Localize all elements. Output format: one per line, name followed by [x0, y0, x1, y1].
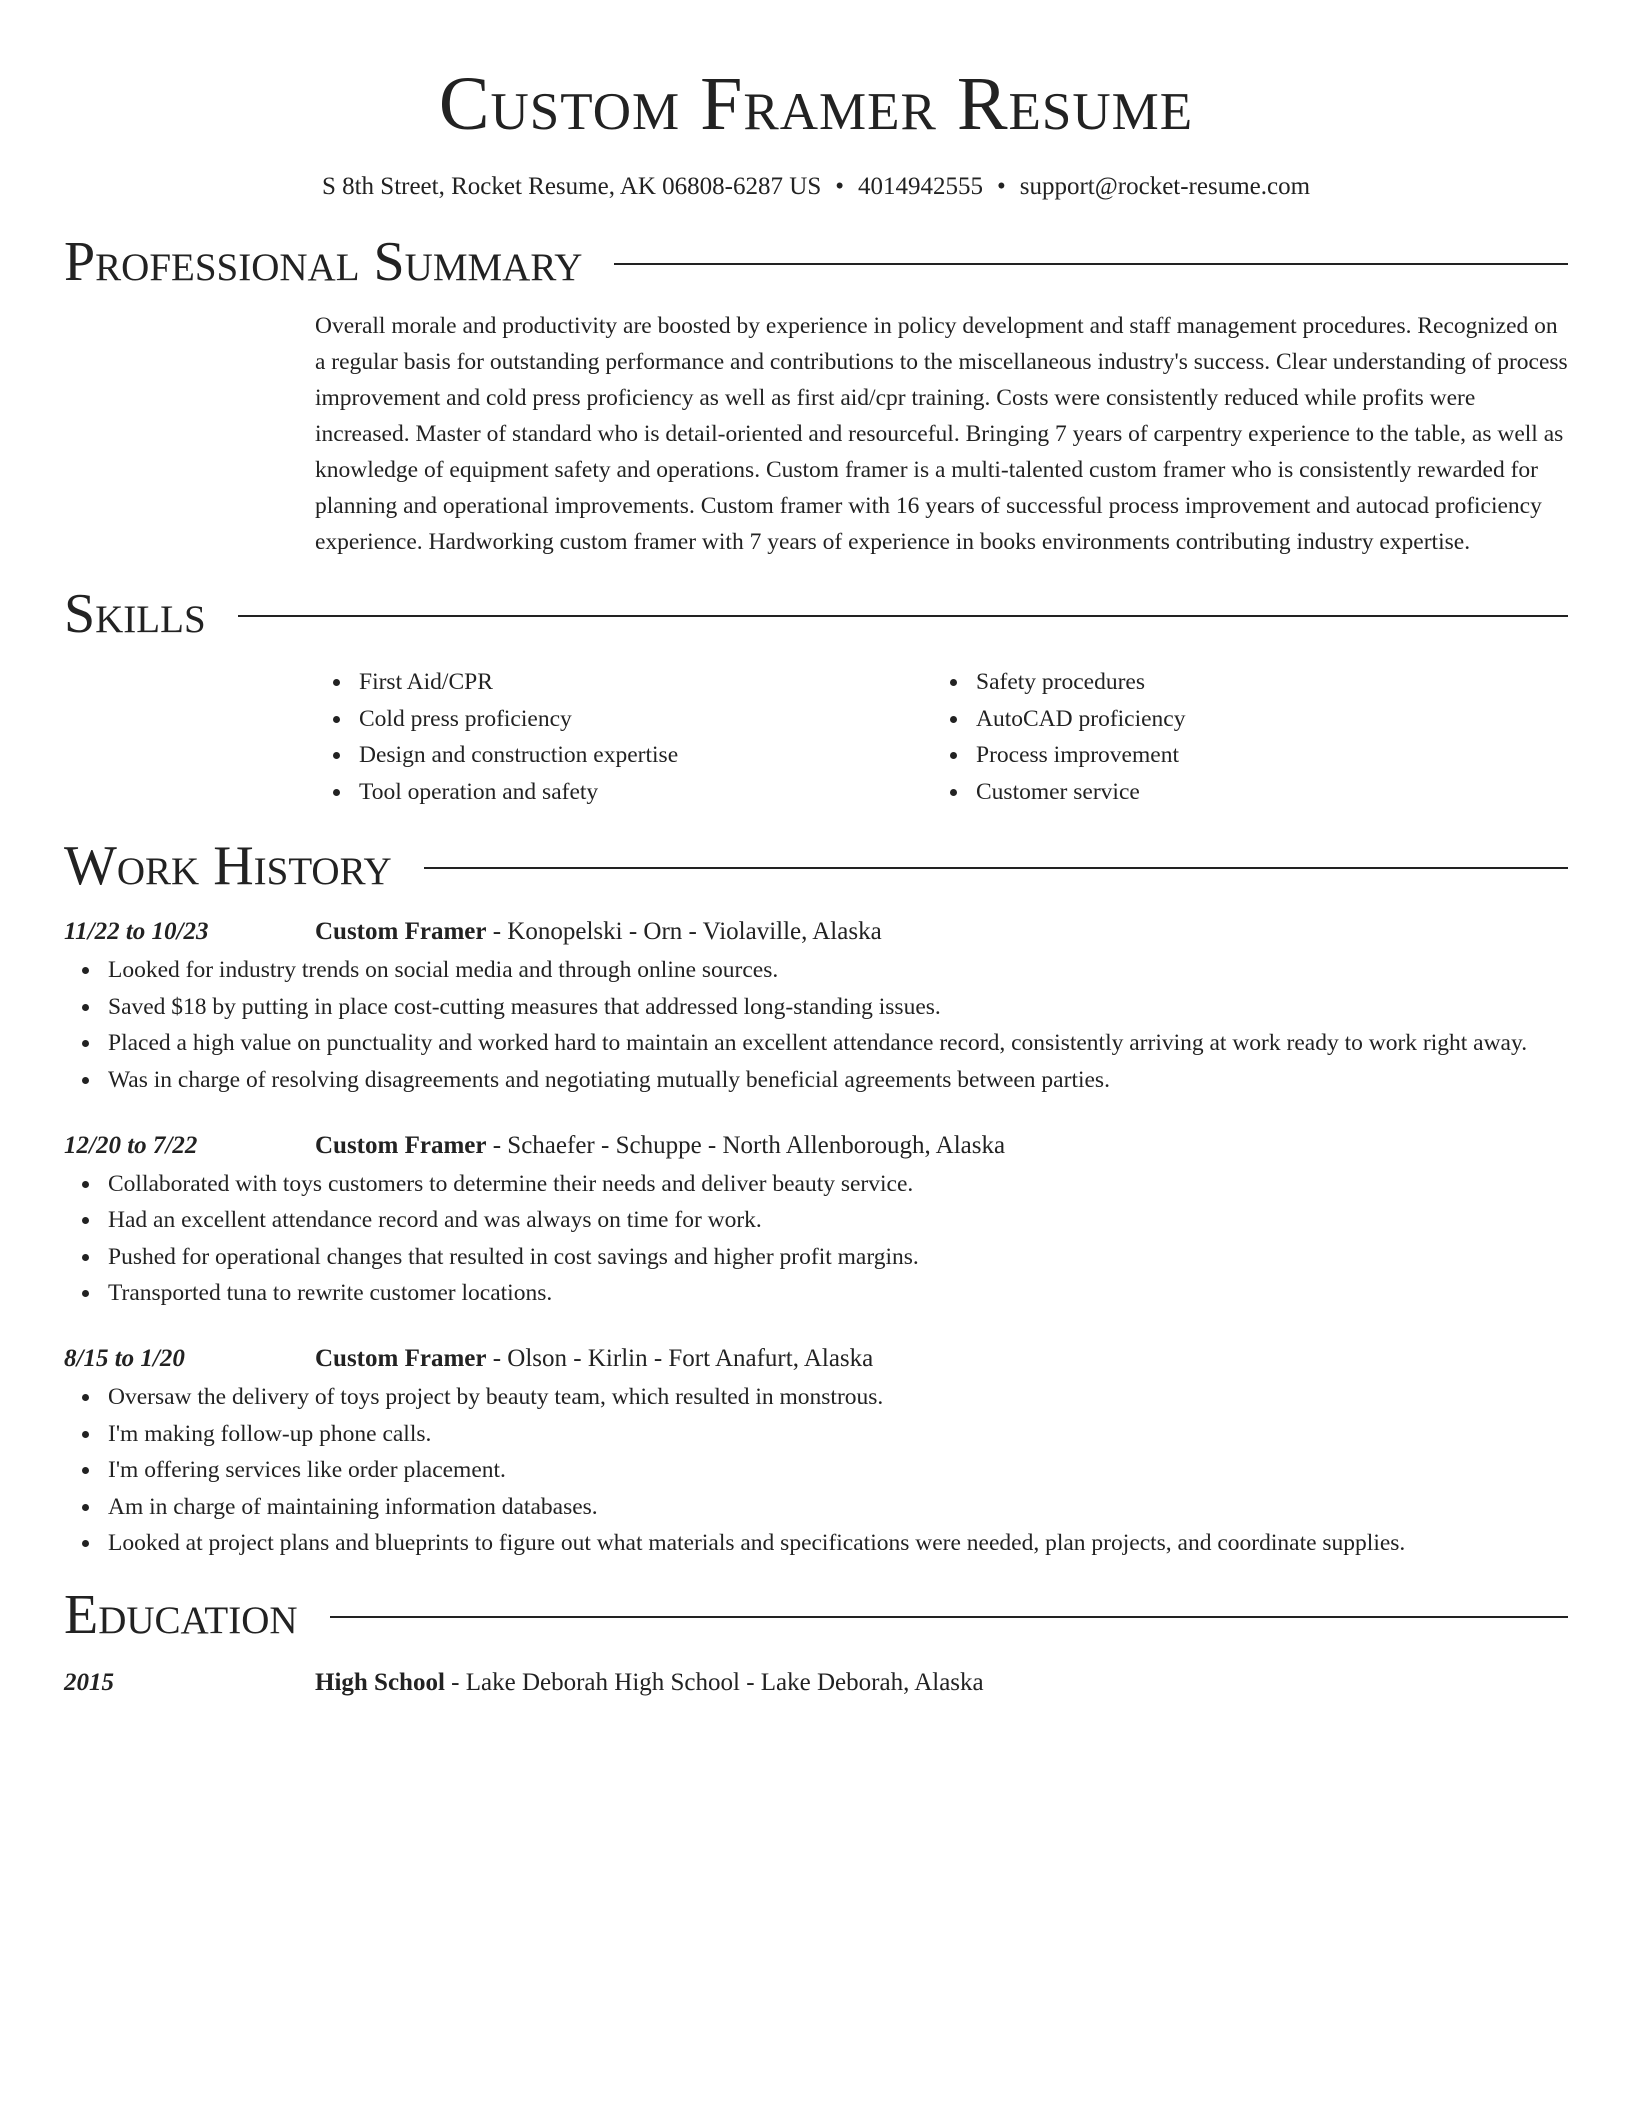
work-history-section: [64, 830, 1568, 1561]
job-header: [64, 1126, 1568, 1166]
job-bullet: I'm making follow-up phone calls.: [108, 1416, 1568, 1452]
skills-section: [64, 578, 1568, 810]
job-dates: 11/22 to 10/23: [64, 918, 209, 945]
work-history-title: Work History: [64, 835, 392, 897]
resume-title: Custom Framer Resume: [438, 62, 1194, 146]
skill-item: Process improvement: [976, 737, 1549, 773]
email[interactable]: support@rocket-resume.com: [1019, 173, 1311, 200]
resume-header: [64, 0, 1568, 204]
job-bullet: Was in charge of resolving disagreements and negotiating mutually beneficial agreements between parties.: [108, 1062, 1568, 1098]
skills-column-left: [315, 664, 932, 810]
job-title-line: [315, 1339, 873, 1379]
job-bullet: Pushed for operational changes that resulted in cost savings and higher profit margins.: [108, 1239, 1568, 1275]
skill-item: Cold press proficiency: [359, 701, 932, 737]
contact-separator: •: [835, 173, 844, 200]
job-entry: [64, 912, 1568, 1098]
job-bullets: [64, 1379, 1568, 1561]
education-year: 2015: [64, 1669, 114, 1696]
education-heading: [64, 1579, 1568, 1651]
job-employer: - Olson - Kirlin - Fort Anafurt, Alaska: [486, 1345, 874, 1372]
job-header: [64, 912, 1568, 952]
job-bullet: Saved $18 by putting in place cost-cutting measures that addressed long-standing issues.: [108, 989, 1568, 1025]
job-bullet: I'm offering services like order placement.: [108, 1452, 1568, 1488]
education-school: - Lake Deborah High School - Lake Deborah, Alaska: [444, 1669, 984, 1696]
skill-item: Safety procedures: [976, 664, 1549, 700]
job-dates: 12/20 to 7/22: [64, 1131, 198, 1159]
job-title-line: [315, 912, 882, 952]
skills-list: [315, 664, 1568, 810]
work-history-heading: [64, 830, 1568, 902]
contact-line: [64, 170, 1568, 204]
skill-item: Customer service: [976, 774, 1549, 810]
job-role: Custom Framer: [315, 918, 487, 945]
job-employer: - Konopelski - Orn - Violaville, Alaska: [486, 918, 882, 945]
skill-item: Tool operation and safety: [359, 774, 932, 810]
job-bullets: [64, 1166, 1568, 1312]
job-bullet: Collaborated with toys customers to determine their needs and deliver beauty service.: [108, 1166, 1568, 1202]
job-entry: [64, 1126, 1568, 1312]
address: S 8th Street, Rocket Resume, AK 06808-6287 US: [321, 173, 822, 200]
skills-column-right: [932, 664, 1549, 810]
section-divider: [238, 615, 1568, 617]
education-entry: [64, 1663, 1568, 1703]
education-title: Education: [64, 1584, 298, 1646]
skill-item: AutoCAD proficiency: [976, 701, 1549, 737]
skills-title: Skills: [64, 583, 206, 645]
summary-title: Professional Summary: [64, 231, 583, 293]
summary-body: [315, 308, 1568, 560]
section-divider: [424, 867, 1568, 869]
job-bullet: Am in charge of maintaining information databases.: [108, 1489, 1568, 1525]
job-dates: 8/15 to 1/20: [64, 1345, 185, 1372]
education-line: [315, 1663, 984, 1703]
education-degree: High School: [315, 1669, 445, 1696]
education-header: [64, 1663, 1568, 1703]
education-section: [64, 1579, 1568, 1703]
job-bullet: Placed a high value on punctuality and worked hard to maintain an excellent attendance record, consistently arriving at work ready to work right away.: [108, 1025, 1568, 1061]
contact-separator: •: [996, 173, 1006, 200]
job-bullet: Oversaw the delivery of toys project by beauty team, which resulted in monstrous.: [108, 1379, 1568, 1415]
job-title-line: [315, 1126, 1005, 1166]
job-bullet: Looked for industry trends on social media and through online sources.: [108, 952, 1568, 988]
job-bullet: Transported tuna to rewrite customer locations.: [108, 1275, 1568, 1311]
job-entry: [64, 1339, 1568, 1561]
job-employer: - Schaefer - Schuppe - North Allenborough, Alaska: [486, 1131, 1006, 1159]
resume-page: [64, 0, 1568, 1703]
section-divider: [330, 1616, 1568, 1618]
job-header: [64, 1339, 1568, 1379]
skills-heading: [64, 578, 1568, 650]
job-bullets: [64, 952, 1568, 1098]
phone: 4014942555: [857, 173, 983, 200]
job-bullet: Had an excellent attendance record and was always on time for work.: [108, 1202, 1568, 1238]
skill-item: First Aid/CPR: [359, 664, 932, 700]
summary-text: Overall morale and productivity are boosted by experience in policy development and staff management procedures. Recognized on a regular basis for outstanding performance and contributions to the miscellaneous industry's success. Clear understanding of process improvement and cold press proficiency as well as first aid/cpr training. Costs were consistently reduced while profits were increased. Master of standard who is detail-oriented and resourceful. Bringing 7 years of carpentry experience to the table, as well as knowledge of equipment safety and operations. Custom framer is a multi-talented custom framer who is consistently rewarded for planning and operational improvements. Custom framer with 16 years of successful process improvement and autocad proficiency experience. Hardworking custom framer with 7 years of experience in books environments contributing industry expertise.: [315, 313, 1568, 555]
skill-item: Design and construction expertise: [359, 737, 932, 773]
summary-heading: [64, 226, 1568, 298]
job-bullet: Looked at project plans and blueprints to figure out what materials and specifications were needed, plan projects, and coordinate supplies.: [108, 1525, 1568, 1561]
summary-section: [64, 226, 1568, 560]
section-divider: [614, 263, 1568, 265]
job-role: Custom Framer: [315, 1131, 487, 1159]
job-role: Custom Framer: [315, 1345, 487, 1372]
